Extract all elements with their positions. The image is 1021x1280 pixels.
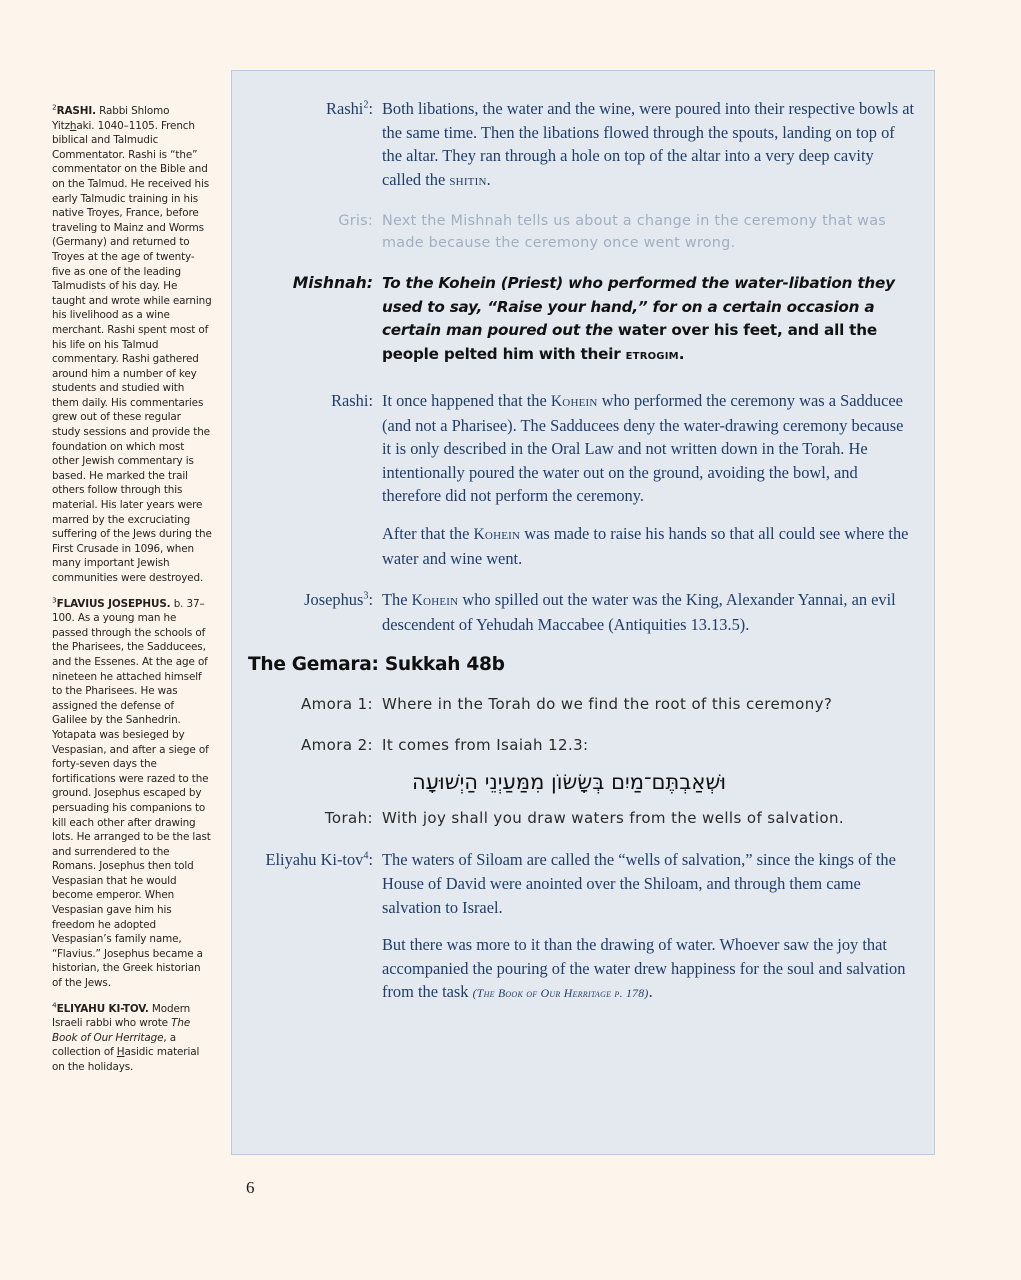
smallcaps-kohein: Kohein [411, 592, 459, 610]
smallcaps-kohein: Kohein [550, 393, 598, 410]
entry-text-amora-1: Where in the Torah do we find the root of this ceremony? [382, 695, 833, 714]
entry-text-rashi-1: Both libations, the water and the wine, were poured into their respective bowls at the same time. Then the libations flowed through the spouts, landing on top of the altar. They ran through a hole on top of the altar into a very deep cavity called the shitin. [382, 99, 915, 189]
footnote-marker: 3 [52, 595, 57, 605]
entry-amora-2 [232, 734, 934, 757]
speaker-label-kitov: Eliyahu Ki-tov$^4$: [265, 850, 373, 870]
speaker-label-rashi-2: Rashi: [331, 391, 373, 410]
entry-text-torah: With joy shall you draw waters from the wells of salvation. [382, 809, 845, 828]
speaker-label-torah: Torah: [324, 809, 373, 828]
footnote-kitov [52, 1002, 212, 1075]
footnote-term: FLAVIUS JOSEPHUS. [56, 597, 171, 610]
footnote-ref-4[interactable]: 4 [363, 850, 369, 862]
speaker-label-josephus: Josephus$^3$: [304, 590, 373, 610]
page-number: 6 [246, 1178, 255, 1197]
footnote-sidebar [52, 104, 212, 1075]
speaker-label-gris: Gris: [338, 213, 373, 230]
footnote-josephus [52, 597, 212, 991]
entry-rashi-2-continued [232, 522, 934, 570]
entry-text-mishnah: To the Kohein (Priest) who performed the water-libation they used to say, “Raise your hand,” for on a certain occasion a certain man poured out the water over his feet, and all the people pelted him with their etrogim. [382, 274, 895, 363]
entry-gris-1 [232, 210, 934, 254]
footnote-body: Rabbi Shlomo Yitzhaki. 1040–1105. French biblical and Talmudic Commentator. Rashi is “the” commentator on the Bible and on the Talmud. He received his early Talmudic training in his native Troyes, France, before traveling to Mainz and Worms (Germany) and returned to Troyes at the age of twenty-five as one of the leading Talmudists of his day. He taught and wrote while earning his livelihood as a wine merchant. Rashi spent most of his life on his Talmud commentary. Rashi gathered around him a number of key students and studied with them daily. His commentaries grew out of these regular study sessions and provide the foundation on which most other Jewish commentary is based. He marked the trail others follow through this material. His later years were marred by the excruciating suffering of the Jews during the First Crusade in 1096, when many important Jewish communities were destroyed. [52, 105, 212, 584]
hebrew-verse-isaiah: וּשְׁאַבְתֶּם־מַיִם בְּשָׂשׂוֹן מִמַּעַיְנֵי הַיְשׁוּעָה [411, 770, 727, 795]
footnote-term: ELIYAHU KI-TOV. [56, 1002, 149, 1015]
entry-text-amora-2: It comes from Isaiah 12.3: [382, 736, 589, 755]
speaker-label-amora-1: Amora 1: [301, 695, 373, 714]
source-citation: (The Book of Our Herritage p. 178) [472, 986, 649, 1001]
footnote-body-post: , a collection of Hasidic material on the holidays. [52, 1031, 200, 1073]
smallcaps-kohein: Kohein [473, 525, 521, 543]
section-heading-gemara: The Gemara: Sukkah 48b [248, 654, 505, 676]
entry-text-kitov-1: The waters of Siloam are called the “wells of salvation,” since the kings of the House of David were anointed over the Shiloam, and through them came salvation to Israel. [382, 850, 896, 917]
entry-kitov-1 [232, 848, 934, 919]
footnote-body: b. 37–100. As a young man he passed through the schools of the Pharisees, the Sadducees, and the Essenes. At the age of nineteen he attached himself to the Pharisees. He was assigned the defense of Galilee by the Sanhedrin. Yotapata was besieged by Vespasian, and after a siege of forty-seven days the fortifications were razed to the ground. Josephus escaped by persuading his companions to kill each other after drawing lots. He arranged to be the last and surrendered to the Romans. Josephus then told Vespasian that he would become emperor. When Vespasian gave him his freedom he adopted Vespasian’s family name, “Flavius.” Josephus became a historian, the Greek historian of the Jews. [52, 597, 211, 990]
footnote-body-pre: Modern Israeli rabbi who wrote [52, 1002, 191, 1030]
footnote-marker: 2 [52, 102, 57, 112]
entry-text-rashi-2-continued: After that the Kohein was made to raise his hands so that all could see where the water and wine went. [382, 523, 909, 568]
entry-rashi-2 [232, 389, 934, 508]
footnote-ref-2[interactable]: 2 [363, 99, 369, 111]
smallcaps-etrogim: etrogim [625, 346, 679, 363]
entry-mishnah [232, 272, 934, 367]
entry-rashi-1 [232, 97, 934, 192]
footnote-marker: 4 [52, 1000, 57, 1010]
speaker-label-mishnah: Mishnah: [292, 274, 373, 293]
footnote-ref-3[interactable]: 3 [363, 590, 369, 602]
entry-josephus [232, 588, 934, 636]
entry-amora-1 [232, 693, 934, 716]
entry-text-kitov-2: But there was more to it than the drawing of water. Whoever saw the joy that accompanied the pouring of the water drew happiness for the soul and salvation from the task (The Book of Our Herritage p. 178). [382, 935, 906, 1002]
footnote-rashi [52, 104, 212, 586]
mishnah-emphasis: water over his feet, and all the people pelted him with their [382, 321, 877, 363]
entry-text-josephus: The Kohein who spilled out the water was the King, Alexander Yannai, an evil descendent of Yehudah Maccabee (Antiquities 13.13.5). [382, 590, 896, 634]
speaker-label-amora-2: Amora 2: [301, 736, 373, 755]
smallcaps-shitin: shitin [449, 171, 487, 189]
footnote-book-title: The Book of Our Herritage [52, 1017, 191, 1044]
entry-kitov-2 [232, 933, 934, 1006]
entry-torah [232, 807, 934, 830]
speaker-label-rashi-1: Rashi$^2$: [326, 99, 373, 118]
lesson-content-box [231, 70, 935, 1155]
entry-text-rashi-2: It once happened that the Kohein who performed the ceremony was a Sadducee (and not a Pharisee). The Sadducees deny the water-drawing ceremony because it is only described in the Oral Law and not written down in the Torah. He intentionally poured the water out on the ground, avoiding the bowl, and therefore did not perform the ceremony. [382, 391, 904, 506]
entry-text-gris: Next the Mishnah tells us about a change in the ceremony that was made because the ceremony once went wrong. [382, 213, 887, 252]
footnote-term: RASHI. [56, 105, 96, 117]
